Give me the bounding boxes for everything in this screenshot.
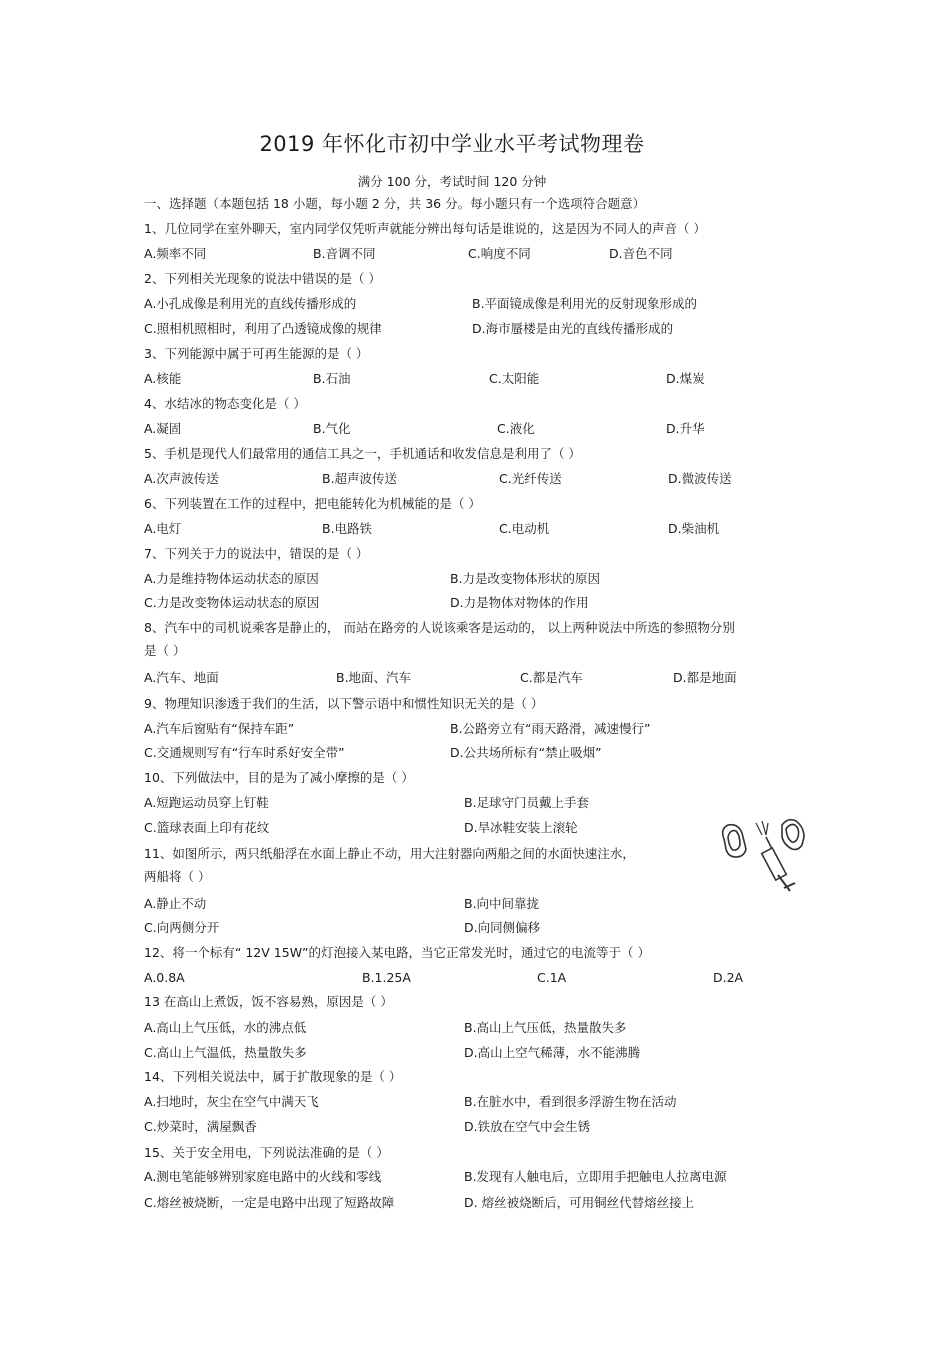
question-stem: 7、下列关于力的说法中，错误的是（ ） — [144, 546, 369, 561]
option-d: D.煤炭 — [666, 371, 705, 386]
option-d: D.升华 — [666, 421, 705, 436]
option-a: A.电灯 — [144, 521, 182, 536]
option-a: A.短跑运动员穿上钉鞋 — [144, 795, 269, 810]
option-d: D.铁放在空气中会生锈 — [464, 1119, 591, 1134]
option-d: D.向同侧偏移 — [464, 920, 541, 935]
question-stem: 9、物理知识渗透于我们的生活，以下警示语中和惯性知识无关的是（ ） — [144, 696, 544, 711]
question-stem: 11、如图所示，两只纸船浮在水面上静止不动，用大注射器向两船之间的水面快速注水， — [144, 846, 635, 861]
option-d: D.海市蜃楼是由光的直线传播形成的 — [472, 321, 674, 336]
option-c: C.篮球表面上印有花纹 — [144, 820, 270, 835]
option-c: C.电动机 — [499, 521, 550, 536]
option-a: A.汽车、地面 — [144, 670, 219, 685]
option-b: B.高山上气压低，热量散失多 — [464, 1020, 627, 1035]
question-stem: 5、手机是现代人们最常用的通信工具之一，手机通话和收发信息是利用了（ ） — [144, 446, 581, 461]
option-c: C.熔丝被烧断，一定是电路中出现了短路故障 — [144, 1195, 395, 1210]
option-d: D.旱冰鞋安装上滚轮 — [464, 820, 578, 835]
option-d: D. 熔丝被烧断后，可用铜丝代替熔丝接上 — [464, 1195, 695, 1210]
option-d: D.高山上空气稀薄，水不能沸腾 — [464, 1045, 641, 1060]
option-b: B.地面、汽车 — [336, 670, 412, 685]
option-a: A.小孔成像是利用光的直线传播形成的 — [144, 296, 357, 311]
option-a: A.核能 — [144, 371, 182, 386]
question-stem: 15、关于安全用电，下列说法准确的是（ ） — [144, 1145, 389, 1160]
exam-info: 满分 100 分，考试时间 120 分钟 — [357, 174, 547, 189]
option-c: C.炒菜时，满屋飘香 — [144, 1119, 257, 1134]
option-a: A.凝固 — [144, 421, 182, 436]
option-c: C.1A — [537, 970, 567, 985]
option-b: B.音调不同 — [313, 246, 376, 261]
option-b: B.平面镜成像是利用光的反射现象形成的 — [472, 296, 698, 311]
option-b: B.石油 — [313, 371, 351, 386]
option-b: B.力是改变物体形状的原因 — [450, 571, 601, 586]
question-stem: 3、下列能源中属于可再生能源的是（ ） — [144, 346, 369, 361]
option-a: A.力是维持物体运动状态的原因 — [144, 571, 319, 586]
option-d: D.公共场所标有“禁止吸烟” — [450, 745, 602, 760]
question-stem-continued: 两船将（ ） — [144, 869, 211, 884]
option-c: C.都是汽车 — [520, 670, 583, 685]
option-b: B.发现有人触电后，立即用手把触电人拉离电源 — [464, 1169, 727, 1184]
option-a: A.测电笔能够辨别家庭电路中的火线和零线 — [144, 1169, 382, 1184]
section-heading: 一、选择题（本题包括 18 小题，每小题 2 分，共 36 分。每小题只有一个选项符合题意） — [144, 196, 646, 211]
option-d: D.柴油机 — [668, 521, 720, 536]
option-d: D.音色不同 — [609, 246, 673, 261]
option-a: A.高山上气压低，水的沸点低 — [144, 1020, 307, 1035]
question-stem-continued: 是（ ） — [144, 643, 186, 658]
option-a: A.0.8A — [144, 970, 185, 985]
option-b: B.电路铁 — [322, 521, 373, 536]
syringe-icon — [762, 837, 795, 891]
right-boat-icon — [782, 820, 804, 850]
page-title: 2019 年怀化市初中学业水平考试物理卷 — [259, 132, 645, 156]
option-d: D.2A — [713, 970, 744, 985]
option-a: A.静止不动 — [144, 896, 207, 911]
option-b: B.向中间靠拢 — [464, 896, 540, 911]
question-stem: 6、下列装置在工作的过程中，把电能转化为机械能的是（ ） — [144, 496, 481, 511]
question-stem: 4、水结冰的物态变化是（ ） — [144, 396, 306, 411]
option-b: B.公路旁立有“雨天路滑，减速慢行” — [450, 721, 651, 736]
option-d: D.力是物体对物体的作用 — [450, 595, 589, 610]
option-d: D.微波传送 — [668, 471, 732, 486]
question-stem: 1、几位同学在室外聊天，室内同学仅凭听声就能分辨出每句话是谁说的，这是因为不同人的声音（ ） — [144, 221, 706, 236]
question-stem: 2、下列相关光现象的说法中错误的是（ ） — [144, 271, 381, 286]
question-stem: 10、下列做法中，目的是为了减小摩擦的是（ ） — [144, 770, 414, 785]
option-a: A.扫地时，灰尘在空气中满天飞 — [144, 1094, 319, 1109]
option-b: B.1.25A — [362, 970, 411, 985]
question-stem: 12、将一个标有“ 12V 15W”的灯泡接入某电路，当它正常发光时，通过它的电流等于（ ） — [144, 945, 651, 960]
option-c: C.力是改变物体运动状态的原因 — [144, 595, 320, 610]
option-a: A.次声波传送 — [144, 471, 219, 486]
option-b: B.气化 — [313, 421, 351, 436]
option-b: B.超声波传送 — [322, 471, 398, 486]
option-d: D.都是地面 — [673, 670, 737, 685]
option-b: B.足球守门员戴上手套 — [464, 795, 590, 810]
option-c: C.照相机照相时，利用了凸透镜成像的规律 — [144, 321, 382, 336]
option-c: C.液化 — [497, 421, 535, 436]
question-stem: 14、下列相关说法中，属于扩散现象的是（ ） — [144, 1069, 402, 1084]
option-b: B.在脏水中，看到很多浮游生物在活动 — [464, 1094, 677, 1109]
option-c: C.向两侧分开 — [144, 920, 220, 935]
option-c: C.响度不同 — [468, 246, 531, 261]
option-c: C.交通规则写有“行车时系好安全带” — [144, 745, 345, 760]
paper-boats-syringe-figure — [716, 815, 812, 897]
option-a: A.频率不同 — [144, 246, 207, 261]
question-stem: 13 在高山上煮饭，饭不容易熟，原因是（ ） — [144, 994, 393, 1009]
question-stem: 8、汽车中的司机说乘客是静止的， 而站在路旁的人说该乘客是运动的， 以上两种说法中所选的参照物分别 — [144, 620, 735, 635]
option-c: C.太阳能 — [489, 371, 540, 386]
left-boat-icon — [723, 825, 746, 857]
option-c: C.高山上气温低，热量散失多 — [144, 1045, 307, 1060]
option-c: C.光纤传送 — [499, 471, 562, 486]
option-a: A.汽车后窗贴有“保持车距” — [144, 721, 295, 736]
